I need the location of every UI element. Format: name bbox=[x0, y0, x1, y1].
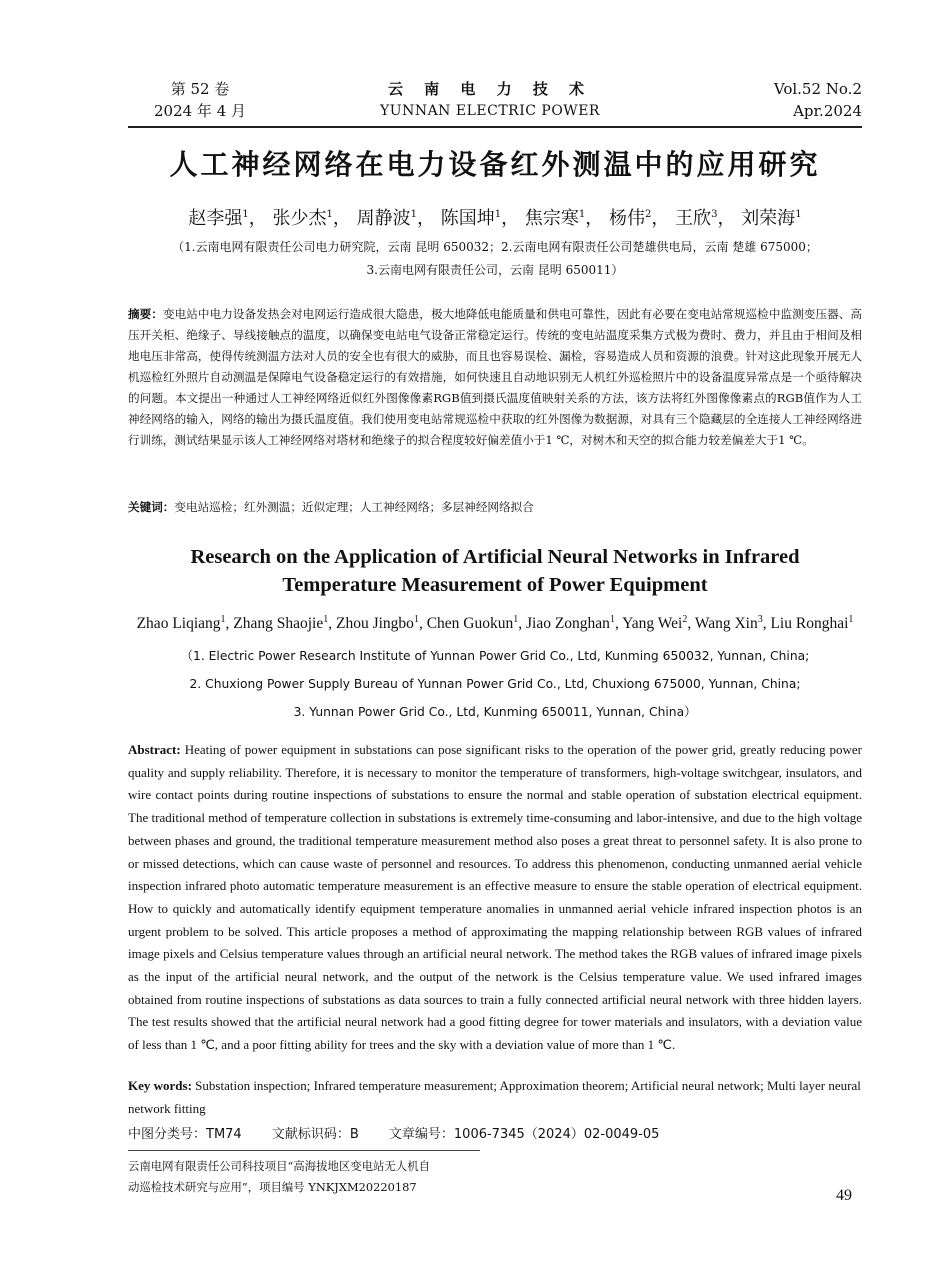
keywords-en-label: Key words: bbox=[128, 1078, 192, 1093]
affiliation-en-line: 3. Yunnan Power Grid Co., Ltd, Kunming 650011, Yunnan, China） bbox=[293, 705, 697, 719]
abstract-cn-text: 变电站中电力设备发热会对电网运行造成很大隐患，极大地降低电能质量和供电可靠性，因此有必要在变电站常规巡检中监测变压器、高压开关柜、绝缘子、导线接触点的温度，以确保变电站电气设备正常稳定运行。传统的变电站温度采集方式极为费时、费力，并且由于相间及相地电压非常高，使得传统测温方法对人员的安全也有很大的威胁，而且也容易误检、漏检，容易造成人员和资源的浪费。针对这此现象开展无人机巡检红外照片自动测温是保障电气设备稳定运行的有效措施，如何快速且自动地识别无人机红外巡检照片中的设备温度异常点是一个亟待解决的问题。本文提出一种通过人工神经网络近似红外图像像素RGB值到摄氏温度值映射关系的方法，该方法将红外图像像素点的RGB值作为人工神经网络的输入，网络的输出为摄氏温度值。我们使用变电站常规巡检中获取的红外图像为数据源，对具有三个隐藏层的全连接人工神经网络进行训练，测试结果显示该人工神经网络对塔材和绝缘子的拟合程度较好偏差值小于1 ℃，对树木和天空的拟合能力较差偏差大于1 ℃。 bbox=[128, 307, 862, 447]
header-rule bbox=[128, 126, 862, 128]
page-number: 49 bbox=[836, 1187, 852, 1204]
author-cn: 张少杰$^1$ bbox=[272, 208, 333, 229]
keywords-en bbox=[128, 1075, 862, 1120]
keywords-cn-text: 变电站巡检；红外测温；近似定理；人工神经网络；多层神经网络拟合 bbox=[174, 500, 534, 514]
author-cn: 刘荣海$^1$ bbox=[741, 208, 802, 229]
abstract-en-text: Heating of power equipment in substations can pose significant risks to the operation of the power grid, greatly reducing power quality and supply reliability. Therefore, it is necessary to monitor the temperature of transformers, high-voltage switchgear, insulators, and wire contact points during routine inspections of substations to ensure the normal and stable operation of substation electrical equipment. The traditional method of temperature collection in substations is extremely time-consuming and labor-intensive, and due to the high voltage between phases and ground, the traditional temperature measurement method also poses a great threat to personnel safety. It is also prone to or missed detections, which can cause waste of personnel and resources. To address this phenomenon, conducting unmanned aerial vehicle inspection infrared photo automatic temperature measurement is an effective measure to ensure the stable operation of electrical equipment. How to quickly and automatically identify equipment temperature anomalies in unmanned aerial vehicle infrared inspection photos is an urgent problem to be solved. This article proposes a method of approximating the mapping relationship between RGB values of infrared image pixels and Celsius temperature values through an artificial neural network. The method takes the RGB values of infrared image pixels as the input of the artificial neural network, and the output of the network is the Celsius temperature value. We used infrared images obtained from routine inspections of substations as data sources to train a fully connected artificial neural network with three hidden layers. The test results showed that the artificial neural network had a good fitting degree for tower materials and insulators, with a deviation value of less than 1 ℃, and a poor fitting ability for trees and the sky with a deviation value of more than 1 ℃. bbox=[128, 742, 862, 1053]
affiliation-cn-line: （1.云南电网有限责任公司电力研究院，云南 昆明 650032；2.云南电网有限责任公司楚雄供电局，云南 楚雄 675000； bbox=[172, 240, 818, 254]
author-cn: 杨伟$^2$ bbox=[608, 208, 652, 229]
author-en: Jiao Zonghan$^1$ bbox=[525, 614, 615, 633]
author-en: Zhang Shaojie$^1$ bbox=[233, 614, 329, 633]
affiliations-en bbox=[128, 642, 862, 726]
keywords-en-text: Substation inspection; Infrared temperature measurement; Approximation theorem; Artificial neural network; Multi layer neural network fitting bbox=[128, 1078, 861, 1116]
author-cn: 王欣$^3$ bbox=[675, 208, 718, 229]
authors-cn: 赵李强$^1$， 张少杰$^1$， 周静波$^1$， 陈国坤$^1$， 焦宗寒$^1$， 杨伟$^2$， 王欣$^3$， 刘荣海$^1$ bbox=[188, 208, 802, 229]
document-code: 文献标识码：B bbox=[271, 1127, 359, 1142]
affiliation-en-line: 2. Chuxiong Power Supply Bureau of Yunnan Power Grid Co., Ltd, Chuxiong 675000, Yunnan, China; bbox=[189, 677, 801, 691]
header-date-en: Apr.2024 bbox=[793, 102, 862, 120]
author-en: Zhou Jingbo$^1$ bbox=[336, 614, 419, 633]
title-en bbox=[128, 543, 862, 599]
footnote-line: 动巡检技术研究与应用”，项目编号 YNKJXM20220187 bbox=[128, 1180, 417, 1194]
footnote-line: 云南电网有限责任公司科技项目“高海拔地区变电站无人机自 bbox=[128, 1159, 430, 1173]
header-date-cn: 2024 年 4 月 bbox=[153, 102, 247, 120]
header-journal bbox=[360, 78, 620, 122]
header-left bbox=[140, 78, 260, 122]
author-en: Yang Wei$^2$ bbox=[622, 614, 688, 633]
abstract-en bbox=[128, 739, 862, 1057]
author-en: Zhao Liqiang$^1$ bbox=[136, 614, 226, 633]
affiliations-cn bbox=[128, 236, 862, 282]
affiliation-en-line: （1. Electric Power Research Institute of Yunnan Power Grid Co., Ltd, Kunming 650032, Yunnan, China; bbox=[180, 649, 810, 663]
footnote bbox=[128, 1156, 488, 1198]
author-en: Liu Ronghai$^1$ bbox=[770, 614, 854, 633]
title-cn: 人工神经网络在电力设备红外测温中的应用研究 bbox=[169, 148, 821, 181]
clc-number: 中图分类号：TM74 bbox=[128, 1127, 242, 1142]
keywords-cn bbox=[128, 499, 862, 515]
journal-name-cn: 云 南 电 力 技 术 bbox=[387, 80, 593, 98]
article-number: 文章编号：1006-7345（2024）02-0049-05 bbox=[388, 1127, 660, 1142]
header-volume-cn: 第 52 卷 bbox=[170, 80, 230, 98]
author-en: Wang Xin$^3$ bbox=[694, 614, 763, 633]
header-volume-en: Vol.52 No.2 bbox=[773, 80, 862, 98]
title-en-line: Temperature Measurement of Power Equipment bbox=[282, 574, 708, 596]
abstract-en-label: Abstract: bbox=[128, 742, 181, 757]
footnote-rule bbox=[128, 1150, 480, 1151]
author-cn: 周静波$^1$ bbox=[356, 208, 418, 229]
author-cn: 赵李强$^1$ bbox=[188, 208, 249, 229]
classification-line bbox=[128, 1123, 862, 1142]
title-en-line: Research on the Application of Artificial Neural Networks in Infrared bbox=[190, 546, 800, 568]
abstract-cn bbox=[128, 304, 862, 451]
journal-name-en: YUNNAN ELECTRIC POWER bbox=[380, 103, 600, 119]
author-en: Chen Guokun$^1$ bbox=[426, 614, 519, 633]
authors-en: Zhao Liqiang$^1$, Zhang Shaojie$^1$, Zhou Jingbo$^1$, Chen Guokun$^1$, Jiao Zonghan$^1$, Yang Wei$^2$, Wang Xin$^3$, Liu Ronghai$^1$ bbox=[136, 614, 854, 633]
author-cn: 陈国坤$^1$ bbox=[440, 208, 502, 229]
keywords-cn-label: 关键词： bbox=[128, 500, 175, 514]
author-cn: 焦宗寒$^1$ bbox=[524, 208, 586, 229]
header-right bbox=[742, 78, 862, 122]
abstract-cn-label: 摘要： bbox=[128, 307, 163, 321]
affiliation-cn-line: 3.云南电网有限责任公司，云南 昆明 650011） bbox=[366, 263, 624, 277]
